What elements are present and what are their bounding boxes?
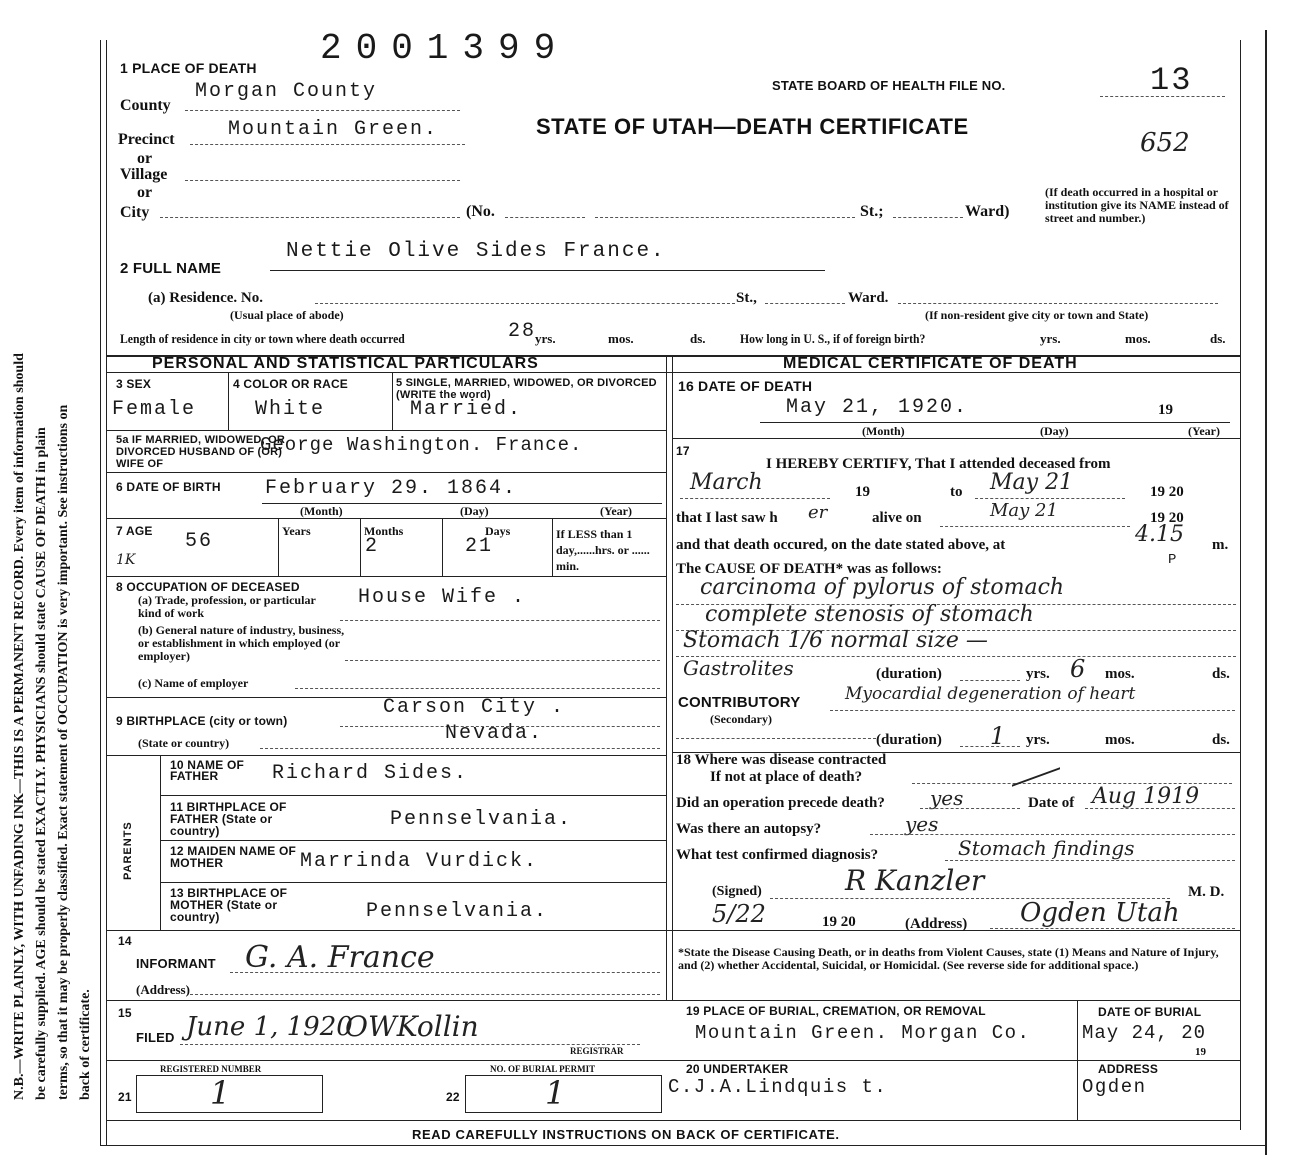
occupation-b-line — [345, 660, 660, 661]
place-of-death-label: 1 PLACE OF DEATH — [120, 60, 257, 76]
last-saw-label: that I last saw h — [676, 510, 778, 526]
cause-label: The CAUSE OF DEATH* was as follows: — [676, 561, 942, 577]
age-years-value: 56 — [185, 530, 214, 553]
mother-name-label: 12 MAIDEN NAME OF MOTHER — [170, 844, 297, 870]
sex-value: Female — [112, 398, 197, 421]
sex-label: 3 SEX — [116, 377, 152, 391]
occupation-c-label: (c) Name of employer — [138, 676, 249, 690]
cause-yrs: yrs. — [1026, 666, 1050, 682]
precinct-line — [190, 144, 465, 145]
color-label: 4 COLOR OR RACE — [233, 377, 349, 391]
or-label-1: or — [137, 150, 153, 167]
length-residence-value: 28 — [508, 320, 537, 343]
file-no-value: 13 — [1150, 62, 1193, 99]
registrar-label: REGISTRAR — [570, 1046, 624, 1056]
undertaker-address-label: ADDRESS — [1098, 1062, 1159, 1076]
undertaker-address-value: Ogden — [1082, 1076, 1147, 1098]
registered-number-value: 1 — [210, 1074, 231, 1112]
full-name-value: Nettie Olive Sides France. — [286, 240, 666, 263]
frame-left-inner — [106, 40, 107, 1145]
age-div-2 — [360, 518, 361, 576]
age-div-4 — [552, 518, 553, 576]
spouse-label: 5a IF MARRIED, WIDOWED, OR DIVORCED HUSBAND OF (OR) WIFE OF — [116, 434, 285, 470]
city-ward-label: Ward) — [965, 203, 1010, 220]
birthplace-label: 9 BIRTHPLACE (city or town) — [116, 714, 288, 728]
row-line-6 — [106, 755, 666, 756]
test-line — [945, 860, 1235, 861]
center-divider-2 — [672, 355, 673, 1000]
row-line-7 — [106, 930, 1240, 931]
age-div-3 — [442, 518, 443, 576]
handwritten-number: 652 — [1140, 128, 1190, 158]
undertaker-value: C.J.A.Lindquis t. — [668, 1076, 888, 1098]
row-line-9 — [106, 1060, 1240, 1061]
father-name-value: Richard Sides. — [272, 762, 469, 785]
contrib-yrs: yrs. — [1026, 732, 1050, 748]
row-line-10 — [106, 1120, 1240, 1121]
marital-value: Married. — [410, 398, 523, 421]
death-time-value: 4.15 — [1135, 522, 1184, 547]
signed-date-value: 5/22 — [712, 900, 766, 928]
center-divider — [666, 355, 667, 1000]
filed-label: FILED — [136, 1030, 175, 1045]
item-17: 17 — [676, 444, 690, 458]
cause-duration-value: 6 — [1070, 655, 1086, 683]
age-days-value: 21 — [465, 535, 494, 558]
not-place-label: If not at place of death? — [710, 769, 863, 785]
age-div-1 — [278, 518, 279, 576]
contrib-ds: ds. — [1212, 732, 1230, 748]
contributory-value: Myocardial degeneration of heart — [845, 684, 1136, 704]
attended-to-line — [975, 498, 1125, 499]
autopsy-line — [870, 834, 1235, 835]
autopsy-label: Was there an autopsy? — [676, 821, 822, 837]
informant-value: G. A. France — [245, 940, 435, 975]
length-residence-label: Length of residence in city or town where death occurred — [120, 331, 405, 346]
occupation-line — [340, 620, 660, 621]
operation-date-value: Aug 1919 — [1092, 784, 1200, 809]
cause-line-2: complete stenosis of stomach — [705, 602, 1034, 627]
cause-line-1: carcinoma of pylorus of stomach — [700, 575, 1065, 600]
city-ward-line — [893, 217, 963, 218]
spouse-value: George Washington. France. — [260, 434, 583, 456]
attended-to-label: to — [950, 484, 963, 500]
sex-divider — [228, 372, 229, 430]
operation-label: Did an operation precede death? — [676, 795, 885, 811]
alive-on-year: 19 20 — [1150, 510, 1184, 526]
row-line-2 — [106, 472, 666, 473]
birthplace-state-label: (State or country) — [138, 736, 230, 750]
dod-year: (Year) — [1188, 424, 1220, 438]
contrib-duration-label: (duration) — [876, 732, 942, 748]
marital-label: 5 SINGLE, MARRIED, WIDOWED, OR DIVORCED (WRITE the word) — [396, 377, 657, 401]
registrar-signature: OWKollin — [345, 1010, 479, 1043]
physician-signature: R Kanzler — [845, 864, 985, 897]
burial-year-label: 19 — [1195, 1046, 1206, 1058]
row-line-3 — [106, 518, 666, 519]
attended-to-value: May 21 — [990, 470, 1074, 495]
birthplace-state-line — [260, 748, 660, 749]
informant-number: 14 — [118, 934, 132, 948]
city-st-label: St.; — [860, 203, 884, 220]
days-label: Days — [485, 524, 511, 538]
village-label: Village — [120, 166, 168, 183]
secondary-label: (Secondary) — [710, 712, 772, 726]
frame-left — [100, 40, 101, 1145]
how-long-us-label: How long in U. S., if of foreign birth? — [740, 331, 926, 346]
informant-line — [230, 972, 660, 973]
footnote: *State the Disease Causing Death, or in deaths from Violent Causes, state (1) Means and Nature of Injury, and (2) whether Accidental, Suicidal, or Homicidal. (See reverse side for additional space.) — [678, 945, 1219, 972]
city-no-label: (No. — [466, 203, 495, 220]
margin-instruction-2: be carefully supplied. AGE should be stated EXACTLY. PHYSICIANS should state CAUSE OF DEATH in plain — [34, 427, 49, 1100]
file-no-label: STATE BOARD OF HEALTH FILE NO. — [772, 78, 1006, 93]
cause-duration-line — [960, 680, 1020, 681]
filed-number: 15 — [118, 1006, 132, 1020]
personal-header: PERSONAL AND STATISTICAL PARTICULARS — [152, 355, 539, 372]
residence-st-label: St., — [736, 290, 757, 306]
occupation-label: 8 OCCUPATION OF DECEASED — [116, 580, 300, 594]
age-mark: 1K — [116, 552, 136, 568]
usual-place-note: (Usual place of abode) — [230, 308, 344, 322]
age-months-value: 2 — [365, 535, 380, 558]
alive-on-label: alive on — [872, 510, 922, 526]
operation-value: yes — [930, 786, 964, 810]
certificate-number: 2001399 — [320, 28, 570, 69]
certify-label: I HEREBY CERTIFY, That I attended deceased from — [766, 456, 1111, 472]
occupation-a-label: (a) Trade, profession, or particular kind of work — [138, 593, 316, 620]
registered-number-label: REGISTERED NUMBER — [160, 1064, 262, 1074]
county-label: County — [120, 97, 171, 114]
death-time-pm: P — [1168, 552, 1179, 568]
item-18-label: 18 Where was disease contracted — [676, 752, 887, 768]
father-birthplace-label: 11 BIRTHPLACE OF FATHER (State or country) — [170, 800, 287, 838]
signed-address-line — [990, 928, 1235, 929]
signed-address-value: Ogden Utah — [1020, 898, 1180, 928]
date-of-death-label: 16 DATE OF DEATH — [678, 378, 813, 394]
frame-right-inner — [1240, 40, 1241, 1130]
father-bp-line — [160, 840, 666, 841]
operation-date-label: Date of — [1028, 795, 1075, 811]
test-label: What test confirmed diagnosis? — [676, 847, 879, 863]
certificate-title: STATE OF UTAH—DEATH CERTIFICATE — [536, 114, 969, 139]
informant-address-line — [190, 994, 660, 995]
frame-bottom — [100, 1145, 1265, 1146]
informant-label: INFORMANT — [136, 956, 216, 971]
full-name-label: 2 FULL NAME — [120, 260, 222, 277]
dod-bottom-line — [672, 438, 1240, 439]
dod-month: (Month) — [862, 424, 905, 438]
full-name-line — [270, 270, 825, 271]
cause-ds: ds. — [1212, 666, 1230, 682]
attended-from-value: March — [690, 470, 763, 495]
parents-label: PARENTS — [122, 821, 134, 880]
residence-ward-line — [898, 303, 1218, 304]
father-line — [160, 795, 666, 796]
contrib-duration-value: 1 — [990, 722, 1006, 750]
mother-birthplace-label: 13 BIRTHPLACE OF MOTHER (State or country) — [170, 886, 288, 924]
margin-instruction-1: N.B.—WRITE PLAINLY, WITH UNFADING INK—THIS IS A PERMANENT RECORD. Every item of information should — [12, 353, 27, 1100]
burial-permit-value: 1 — [545, 1074, 566, 1112]
dod-line — [760, 422, 1230, 423]
length-ds: ds. — [690, 331, 706, 346]
city-street-line — [595, 217, 855, 218]
dob-year: (Year) — [600, 504, 632, 518]
contributory-label: CONTRIBUTORY — [678, 694, 801, 711]
length-yrs: yrs. — [535, 331, 556, 346]
burial-place-label: 19 PLACE OF BURIAL, CREMATION, OR REMOVAL — [686, 1004, 986, 1018]
death-time-m: m. — [1212, 537, 1229, 553]
alive-on-line — [940, 526, 1130, 527]
last-saw-her: er — [808, 502, 828, 523]
contrib-mos: mos. — [1105, 732, 1135, 748]
months-label: Months — [364, 524, 404, 538]
dob-month: (Month) — [300, 504, 343, 518]
informant-address-label: (Address) — [136, 982, 190, 997]
length-mos: mos. — [608, 331, 634, 346]
precinct-value: Mountain Green. — [228, 118, 439, 141]
filed-line — [180, 1044, 640, 1045]
row-line-4 — [106, 576, 666, 577]
county-value: Morgan County — [195, 80, 378, 103]
birthplace-city: Carson City . — [383, 696, 566, 719]
birthplace-state: Nevada. — [445, 722, 544, 745]
cause-mos: mos. — [1105, 666, 1135, 682]
occupation-b-label: (b) General nature of industry, business, or establishment in which employed (or employer) — [138, 623, 345, 663]
medical-header: MEDICAL CERTIFICATE OF DEATH — [783, 355, 1078, 372]
mother-line — [160, 882, 666, 883]
residence-no-line — [315, 303, 735, 304]
filed-value: June 1, 1920 — [186, 1012, 353, 1042]
occupation-c-line — [295, 688, 660, 689]
autopsy-value: yes — [905, 812, 939, 836]
row-line-8 — [106, 1000, 1240, 1001]
burial-permit-label: NO. OF BURIAL PERMIT — [490, 1064, 596, 1074]
attended-from-line — [680, 498, 830, 499]
attended-from-year: 19 — [855, 484, 870, 500]
us-ds: ds. — [1210, 331, 1226, 346]
dob-value: February 29. 1864. — [265, 477, 518, 500]
operation-line — [920, 808, 1020, 809]
margin-instruction-3: terms, so that it may be properly classified. Exact statement of OCCUPATION is very important. See instructions on — [56, 404, 71, 1100]
burial-date-value: May 24, 20 — [1082, 1022, 1207, 1044]
signed-address-label: (Address) — [905, 916, 968, 932]
signed-label: (Signed) — [712, 884, 762, 899]
dod-nineteen: 19 — [1158, 402, 1173, 418]
footer-instructions: READ CAREFULLY INSTRUCTIONS ON BACK OF CERTIFICATE. — [412, 1127, 840, 1142]
precinct-label: Precinct — [118, 131, 175, 148]
death-occurred-label: and that death occured, on the date stated above, at — [676, 537, 1006, 553]
dob-label: 6 DATE OF BIRTH — [116, 480, 221, 494]
years-label: Years — [282, 524, 311, 538]
city-no-line — [505, 217, 585, 218]
burial-date-label: DATE OF BURIAL — [1098, 1005, 1202, 1019]
frame-right — [1265, 30, 1267, 1155]
operation-date-line — [1085, 808, 1235, 809]
test-value: Stomach findings — [958, 836, 1135, 860]
attended-to-year: 19 20 — [1150, 484, 1184, 500]
nonresident-note: (If non-resident give city or town and State) — [925, 308, 1149, 322]
county-line — [185, 110, 460, 111]
burial-place-value: Mountain Green. Morgan Co. — [695, 1022, 1031, 1044]
burial-date-divider — [1077, 1000, 1078, 1120]
row-line-1 — [106, 430, 666, 431]
age-label: 7 AGE — [116, 524, 153, 538]
signed-year: 19 20 — [822, 914, 856, 930]
father-name-label: 10 NAME OF FATHER — [170, 758, 245, 783]
contributory-line-2 — [676, 738, 876, 739]
city-line — [160, 217, 460, 218]
cause-line-4: Gastrolites — [683, 656, 794, 680]
residence-label: (a) Residence. No. — [148, 290, 263, 306]
color-value: White — [255, 398, 326, 421]
hospital-note: (If death occurred in a hospital or institution give its NAME instead of street and number.) — [1045, 185, 1229, 225]
check-mark — [1012, 749, 1060, 786]
occupation-value: House Wife . — [358, 586, 527, 609]
registered-number-no: 21 — [118, 1090, 132, 1104]
residence-st-line — [765, 303, 845, 304]
color-divider — [392, 372, 393, 430]
burial-permit-no: 22 — [446, 1090, 460, 1104]
us-yrs: yrs. — [1040, 331, 1061, 346]
dod-day: (Day) — [1040, 424, 1069, 438]
parents-divider — [160, 755, 161, 930]
or-label-2: or — [137, 184, 153, 201]
cause-duration-label: (duration) — [876, 666, 942, 682]
dob-day: (Day) — [460, 504, 489, 518]
margin-instruction-4: back of certificate. — [78, 989, 93, 1100]
city-label: City — [120, 204, 150, 221]
residence-ward-label: Ward. — [848, 290, 889, 306]
cause-line-3: Stomach 1/6 normal size — — [683, 628, 988, 653]
md-label: M. D. — [1188, 884, 1225, 900]
village-line — [185, 180, 460, 181]
undertaker-label: 20 UNDERTAKER — [686, 1062, 789, 1076]
us-mos: mos. — [1125, 331, 1151, 346]
alive-on-value: May 21 — [990, 500, 1058, 521]
mother-birthplace-value: Pennselvania. — [366, 900, 549, 923]
date-of-death-value: May 21, 1920. — [786, 396, 969, 419]
less-than-label: If LESS than 1 day,......hrs. or ...... min. — [556, 527, 650, 573]
mother-name-value: Marrinda Vurdick. — [300, 850, 539, 873]
contributory-line — [830, 710, 1235, 711]
father-birthplace-value: Pennselvania. — [390, 808, 573, 831]
